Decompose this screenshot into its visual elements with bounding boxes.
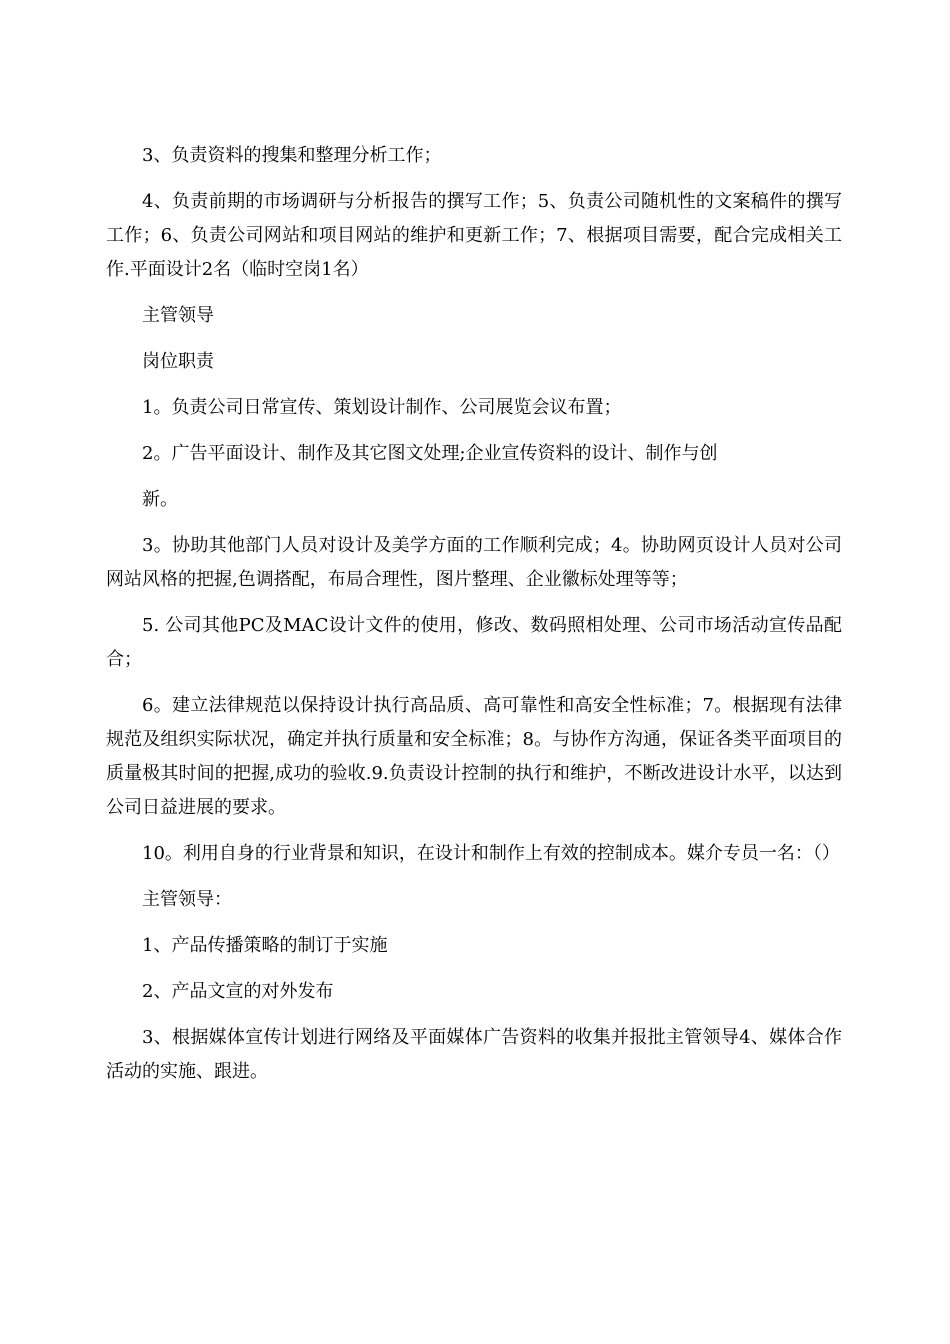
paragraph-4: 岗位职责	[142, 351, 214, 372]
paragraph-10: 6。建立法律规范以保持设计执行高品质、高可靠性和高安全性标准；7。根据现有法律规范及组织实际状况，确定并执行质量和安全标准；8。与协作方沟通，保证各类平面项目的质量极其时间的把握,成功的验收.9.负责设计控制的执行和维护，不断改进设计水平，以达到公司日益进展的要求。	[106, 695, 842, 818]
paragraph-1: 3、负责资料的搜集和整理分析工作；	[142, 145, 442, 166]
paragraph-14: 2、产品文宣的对外发布	[142, 981, 334, 1002]
paragraph-11: 10。利用自身的行业背景和知识，在设计和制作上有效的控制成本。媒介专员一名：（）	[142, 843, 840, 864]
paragraph-7: 新。	[142, 489, 178, 510]
paragraph-3: 主管领导	[142, 305, 214, 326]
paragraph-2: 4、负责前期的市场调研与分析报告的撰写工作；5、负责公司随机性的文案稿件的撰写工作；6、负责公司网站和项目网站的维护和更新工作；7、根据项目需要，配合完成相关工作.平面设计2名（临时空岗1名）	[106, 191, 842, 280]
document-body	[106, 139, 842, 1101]
paragraph-9: 5. 公司其他PC及MAC设计文件的使用，修改、数码照相处理、公司市场活动宣传品配合；	[106, 615, 842, 670]
paragraph-15: 3、根据媒体宣传计划进行网络及平面媒体广告资料的收集并报批主管领导4、媒体合作活动的实施、跟进。	[106, 1027, 842, 1082]
paragraph-13: 1、产品传播策略的制订于实施	[142, 935, 388, 956]
paragraph-12: 主管领导：	[142, 889, 232, 910]
paragraph-5: 1。负责公司日常宣传、策划设计制作、公司展览会议布置；	[142, 397, 622, 418]
paragraph-6: 2。广告平面设计、制作及其它图文处理;企业宣传资料的设计、制作与创	[142, 443, 718, 464]
paragraph-8: 3。协助其他部门人员对设计及美学方面的工作顺利完成；4。协助网页设计人员对公司网站风格的把握,色调搭配，布局合理性，图片整理、企业徽标处理等等；	[106, 535, 842, 590]
